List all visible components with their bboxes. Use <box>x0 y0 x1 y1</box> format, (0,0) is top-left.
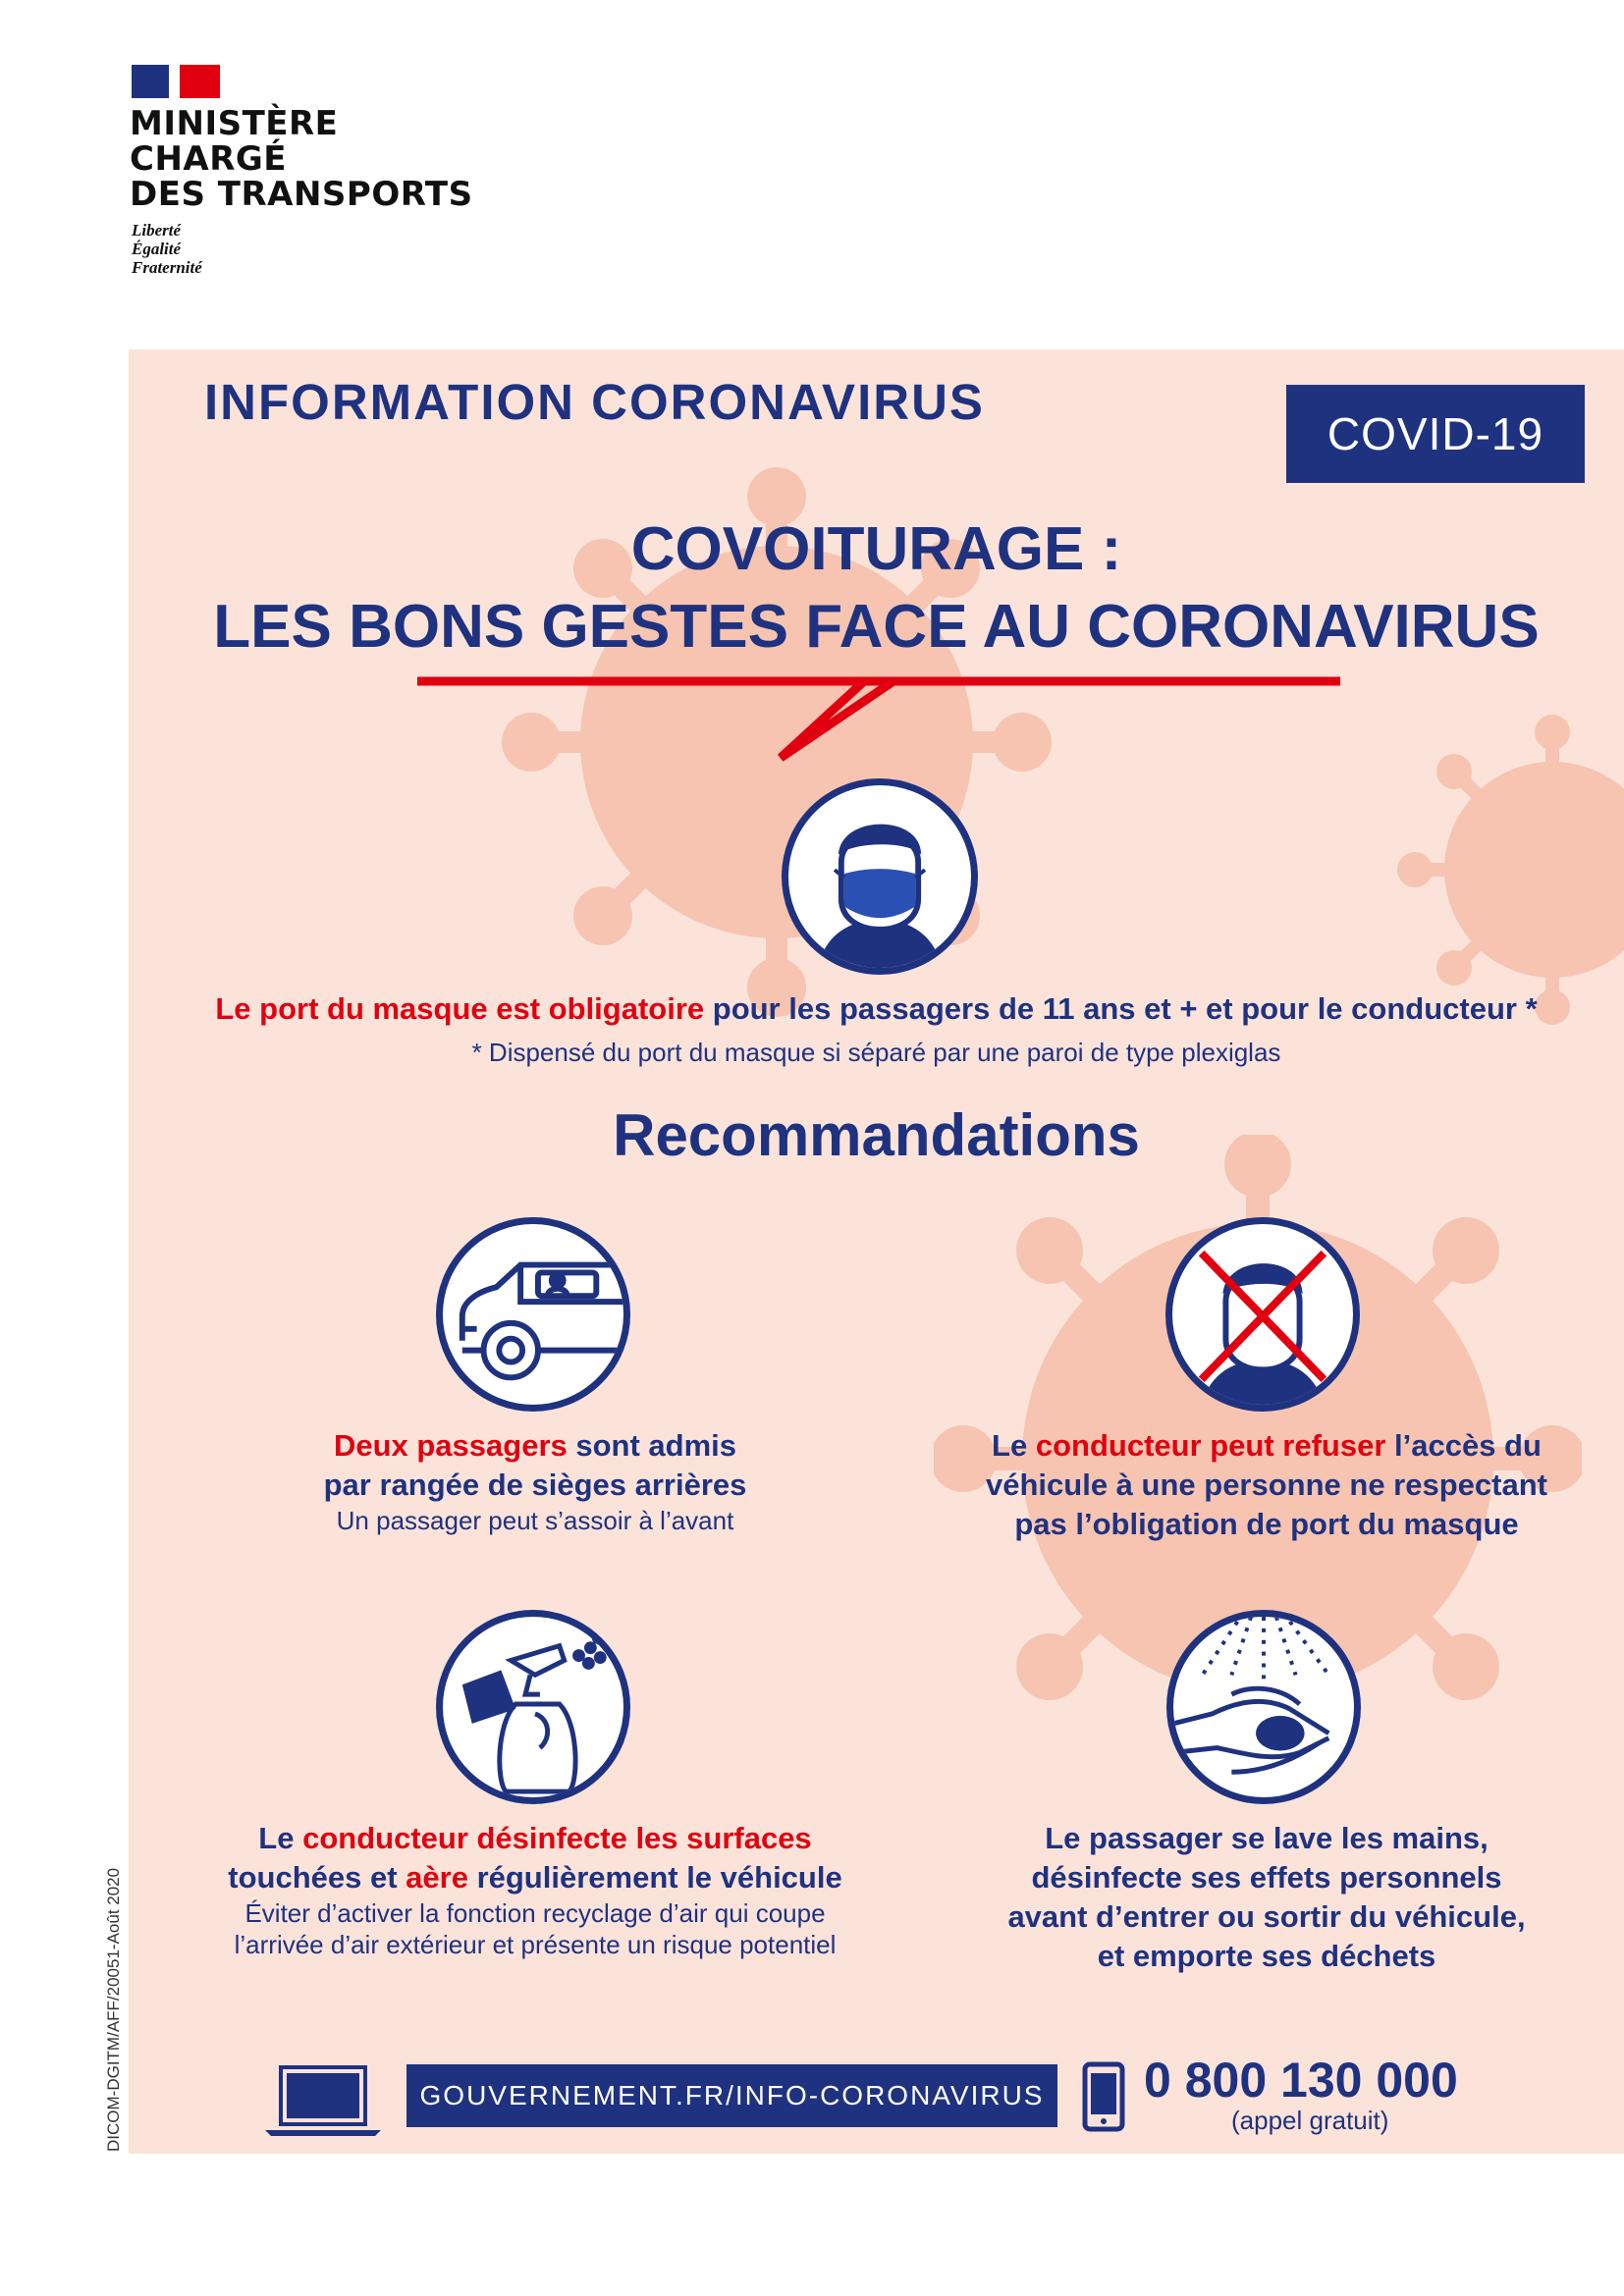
text-line <box>265 1426 805 1466</box>
passenger-hygiene-text <box>943 1819 1591 1976</box>
hotline-free-note: (appel gratuit) <box>1231 2106 1389 2135</box>
recommendations-title: Recommandations <box>613 1102 1140 1168</box>
spray-icon <box>436 1610 630 1804</box>
face-mask-icon <box>782 778 978 975</box>
republic-motto <box>132 221 202 277</box>
hand-wash-icon <box>1166 1610 1361 1804</box>
text-line: Le passager se lave les mains, <box>1045 1821 1489 1855</box>
motto-line: Fraternité <box>132 258 202 277</box>
emphasis: aère <box>406 1860 468 1895</box>
note-line: Un passager peut s’assoir à l’avant <box>336 1506 734 1535</box>
main-title-line: LES BONS GESTES FACE AU CORONAVIRUS <box>213 593 1540 661</box>
ministry-line: CHARGÉ <box>130 139 288 179</box>
main-title-line: COVOITURAGE : <box>630 515 1122 583</box>
ministry-line: MINISTÈRE <box>130 104 339 143</box>
motto-line: Liberté <box>132 221 182 240</box>
mask-requirement-emphasis: Le port du masque est obligatoire <box>215 991 705 1026</box>
two-passengers-text <box>265 1426 805 1536</box>
gov-info-link-label: GOUVERNEMENT.FR/INFO-CORONAVIRUS <box>419 2080 1045 2110</box>
text-line: pas l’obligation de port du masque <box>1014 1507 1519 1541</box>
text-line: et emporte ses déchets <box>1097 1939 1436 1973</box>
note-line: l’arrivée d’air extérieur et présente un risque potentiel <box>234 1930 837 1959</box>
emphasis: Deux passagers <box>333 1428 568 1463</box>
note-line: Éviter d’activer la fonction recyclage d’air qui coupe <box>244 1898 826 1928</box>
text-line: avant d’entrer ou sortir du véhicule, <box>1007 1899 1526 1934</box>
ministry-name <box>130 106 473 212</box>
virus-illustration-icon <box>1395 713 1624 1027</box>
text: Le <box>992 1428 1036 1463</box>
text: Le <box>258 1821 303 1855</box>
marianne-flag-logo <box>132 65 220 98</box>
document-reference: DICOM-DGITM/AFF/20051-Août 2020 <box>104 1867 123 2152</box>
disinfect-surfaces-text <box>187 1819 884 1960</box>
mask-exemption-note: * Dispensé du port du masque si séparé par une paroi de type plexiglas <box>471 1038 1281 1067</box>
text-line: véhicule à une personne ne respectant <box>986 1468 1547 1502</box>
no-mask-icon <box>1165 1217 1360 1412</box>
text: touchées et <box>228 1860 406 1895</box>
mask-requirement-rest: pour les passagers de 11 ans et + et pour le conducteur * <box>704 991 1538 1026</box>
mask-requirement <box>129 991 1624 1027</box>
text-line <box>187 1858 884 1897</box>
driver-can-refuse-text <box>943 1426 1591 1544</box>
car-icon <box>436 1217 630 1412</box>
emphasis: conducteur désinfecte les surfaces <box>302 1821 812 1855</box>
text: l’accès du <box>1385 1428 1542 1463</box>
phone-icon <box>1082 2061 1125 2132</box>
gov-info-link[interactable] <box>406 2064 1057 2127</box>
ministry-line: DES TRANSPORTS <box>130 175 473 214</box>
motto-line: Égalité <box>132 240 182 258</box>
main-title <box>129 510 1624 666</box>
covid-badge-label: COVID-19 <box>1326 408 1544 459</box>
covid-badge <box>1286 385 1585 483</box>
text-line: par rangée de sièges arrières <box>323 1468 747 1502</box>
text-line <box>187 1819 884 1858</box>
hotline-number[interactable]: 0 800 130 000 <box>1144 2053 1458 2108</box>
text-line <box>943 1426 1591 1466</box>
laptop-icon <box>263 2065 383 2136</box>
text-line: désinfecte ses effets personnels <box>1031 1860 1502 1895</box>
speech-bubble-line <box>417 667 1350 775</box>
emphasis: conducteur peut refuser <box>1035 1428 1386 1463</box>
info-title: INFORMATION CORONAVIRUS <box>204 374 985 430</box>
text: régulièrement le véhicule <box>467 1860 842 1895</box>
text: sont admis <box>567 1428 737 1463</box>
